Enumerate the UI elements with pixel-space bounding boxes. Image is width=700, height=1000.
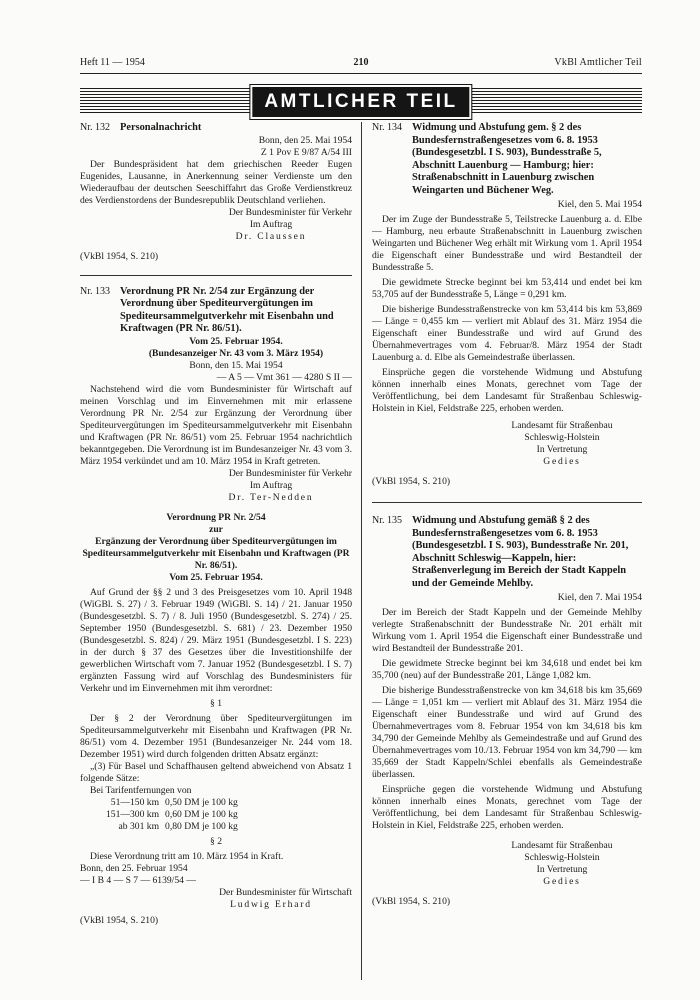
right-column xyxy=(372,122,642,908)
ordinance-subtitle: Ergänzung der Verordnung über Spediteurvergütungen im Spediteursammelgutverkehr mit Eisenbahn und Kraftwagen (PR Nr. 86/51). xyxy=(82,535,350,571)
article-paragraph: Der im Bereich der Stadt Kappeln und der Gemeinde Mehlby verlegte Straßenabschnitt der Bundesstraße Nr. 201 erhält mit Wirkung vom 1. April 1954 die Eigenschaft einer Bundesstraße und wird Bestandteil der Bundesstraße 201. xyxy=(372,607,642,654)
ordinance-signature-office: Der Bundesminister für Wirtschaft xyxy=(219,886,352,898)
article-number: Nr. 135 xyxy=(372,515,402,526)
source-citation: (VkBl 1954, S. 210) xyxy=(372,896,451,907)
table-row xyxy=(106,797,244,809)
article-135 xyxy=(372,515,642,908)
signature-role: In Vertretung xyxy=(536,444,588,455)
place-date: Kiel, den 5. Mai 1954 xyxy=(557,199,642,210)
tarif-rate: 0,80 DM je 100 kg xyxy=(165,820,238,832)
article-paragraph: Die gewidmete Strecke beginnt bei km 53,414 und endet bei km 53,705 auf der Bundesstraße 5, Länge = 0,291 km. xyxy=(372,277,642,300)
left-column xyxy=(80,122,352,927)
paragraph-sign-2: § 2 xyxy=(210,835,222,847)
tarif-range: 51—150 km xyxy=(110,796,160,808)
section-label: VkBl Amtlicher Teil xyxy=(554,57,642,68)
tarif-intro: Bei Tarifentfernungen von xyxy=(90,784,192,796)
article-paragraph: Die gewidmete Strecke beginnt bei km 34,618 und endet bei km 35,700 (neu) auf der Bundesstraße 201, Länge 1,082 km. xyxy=(372,658,642,681)
article-paragraph: Einsprüche gegen die vorstehende Widmung und Abstufung können innerhalb eines Monats, gerechnet vom Tage der Veröffentlichung, bei dem Landesamt für Straßenbau Schleswig-Holstein in Kiel, Feldstraße 225, erhoben werden. xyxy=(372,367,642,414)
running-header xyxy=(80,56,642,70)
signature-office-region: Schleswig-Holstein xyxy=(524,432,600,443)
article-body: Der Bundespräsident hat dem griechischen Reeder Eugen Eugenides, Lausanne, in Anerkennung seiner Verdienste um den Wiederaufbau der deutschen Seeschiffahrt das Große Verdienstkreuz des Verdienstordens der Bundesrepublik Deutschland verliehen. xyxy=(80,158,352,206)
article-paragraph: Die bisherige Bundesstraßenstrecke von km 53,414 bis km 53,869 — Länge = 0,455 km — verliert mit Ablauf des 31. März 1954 die Eigenschaft einer Bundesstraße und wird auf Grund des Übernahmevertrages vom 4. Februar/8. März 1954 der Stadt Lauenburg a. d. Elbe als Gemeindestraße überlassen. xyxy=(372,304,642,363)
signature-name: Dr. Ter-Nedden xyxy=(228,491,314,503)
section-banner xyxy=(80,87,642,113)
signature-role: Im Auftrag xyxy=(249,218,293,230)
article-134 xyxy=(372,122,642,488)
signature-office: Der Bundesminister für Verkehr xyxy=(228,206,352,218)
ordinance-reference: — I B 4 — S 7 — 6139/54 — xyxy=(80,874,196,886)
page-number: 210 xyxy=(353,57,369,68)
tarif-rate: 0,60 DM je 100 kg xyxy=(165,808,238,820)
article-number: Nr. 133 xyxy=(80,285,110,297)
column-divider xyxy=(361,122,362,980)
ordinance-zur: zur xyxy=(209,523,223,535)
article-title: Widmung und Abstufung gem. § 2 des Bundesfernstraßengesetzes vom 6. 8. 1953 (Bundesgesetzbl. I S. 903), Bundesstraße 5, Abschnitt Lauenburg — Hamburg; hier: Straßenabschnitt in Lauenburg zwischen Weingarten und Büchener Weg. xyxy=(412,122,602,196)
banner-label: AMTLICHER TEIL xyxy=(250,85,471,119)
article-paragraph: Die bisherige Bundesstraßenstrecke von km 34,618 bis km 35,669 — Länge = 1,051 km — verliert mit Ablauf des 31. März 1954 die Eigenschaft einer Bundesstraße und wird auf Grund des Übernahmevertrages vom 8. Februar 1954 von km 34,618 bis km 34,790 der Gemeinde Mehlby als Gemeindestraße und auf Grund des Übernahmevertrages vom 10./13. Februar 1954 von km 34,790 — km 35,669 der Stadt Kappeln/Schlei ebenfalls als Gemeindestraße überlassen. xyxy=(372,685,642,780)
signature-name: Dr. Claussen xyxy=(235,230,307,242)
signature-office: Der Bundesminister für Verkehr xyxy=(228,467,352,479)
article-132 xyxy=(80,122,352,263)
article-paragraph: Der im Zuge der Bundesstraße 5, Teilstrecke Lauenburg a. d. Elbe — Hamburg, neu erbaute Straßenabschnitt in Lauenburg zwischen Weingarten und Büchener Weg erhält mit Wirkung vom 1. April 1954 die Eigenschaft einer Bundesstraße und wird Bestandteil der Bundesstraße 5. xyxy=(372,214,642,273)
article-heading xyxy=(372,515,642,590)
paragraph-sign-1: § 1 xyxy=(210,697,222,709)
signature-office: Landesamt für Straßenbau xyxy=(511,840,613,851)
article-133 xyxy=(80,286,352,927)
ordinance-signature-name: Ludwig Erhard xyxy=(230,898,312,910)
article-body: Nachstehend wird die vom Bundesminister für Wirtschaft auf meinen Vorschlag und im Einvernehmen mit mir erlassene Verordnung PR Nr. 2/54 zur Ergänzung der Verordnung über Spediteurvergütungen im Spediteursammelgutverkehr mit Eisenbahn und Kraftwagen (PR Nr. 86/51) vom 25. Februar 1954 nachrichtlich bekanntgegeben. Die Verordnung ist im Bundesanzeiger Nr. 43 vom 3. März 1954 verkündet und am 10. März 1954 in Kraft getreten. xyxy=(80,383,352,467)
article-title: Widmung und Abstufung gemäß § 2 des Bundesfernstraßengesetzes vom 6. 8. 1953 (Bundesgesetzbl. I S. 903), Bundesstraße Nr. 201, Abschnitt Schleswig—Kappeln, hier: Straßenverlegung im Bereich der Stadt Kappeln und der Gemeinde Mehlby. xyxy=(412,515,629,589)
ordinance-place-date: Bonn, den 25. Februar 1954 xyxy=(80,862,188,874)
paragraph-1-quote: „(3) Für Basel und Schaffhausen geltend abweichend von Absatz 1 folgende Sätze: xyxy=(80,760,352,784)
reference-number: Z 1 Pov E 9/87 A/54 III xyxy=(260,146,352,158)
article-heading xyxy=(80,122,352,135)
signature-role: Im Auftrag xyxy=(249,479,293,491)
table-row xyxy=(106,821,244,833)
article-paragraph: Einsprüche gegen die vorstehende Widmung und Abstufung können innerhalb eines Monats, gerechnet vom Tage der Veröffentlichung, bei dem Landesamt für Straßenbau Schleswig-Holstein in Kiel, Feldstraße 225, erhoben werden. xyxy=(372,784,642,831)
place-date: Kiel, den 7. Mai 1954 xyxy=(557,592,642,603)
signature-office: Landesamt für Straßenbau xyxy=(511,420,613,431)
article-number: Nr. 134 xyxy=(372,122,402,133)
source-citation: (VkBl 1954, S. 210) xyxy=(80,250,159,262)
signature-name: Gedies xyxy=(543,456,581,467)
signature-name: Gedies xyxy=(543,876,581,887)
tarif-range: 151—300 km xyxy=(106,808,160,820)
source-citation: (VkBl 1954, S. 210) xyxy=(372,476,451,487)
paragraph-1-text: Der § 2 der Verordnung über Spediteurvergütungen im Spediteursammelgutverkehr mit Eisenbahn und Kraftwagen (PR Nr. 86/51) vom 4. Dezember 1951 (Bundesanzeiger Nr. 244 vom 18. Dezember 1951) wird durch folgenden dritten Absatz ergänzt: xyxy=(80,712,352,760)
place-date: Bonn, den 15. Mai 1954 xyxy=(189,359,283,371)
ordinance-preamble: Auf Grund der §§ 2 und 3 des Preisgesetzes vom 10. April 1948 (WiGBl. S. 27) / 3. Februar 1949 (WiGBl. S. 14) / 21. Januar 1950 (Bundesgesetzbl. S. 7) / 8. Juli 1950 (Bundesgesetzbl. S. 274) / 25. September 1950 (Bundesgesetzbl. S. 681) / 23. Dezember 1950 (Bundesgesetzbl. S. 824) / 29. März 1951 (Bundesgesetzbl. I S. 223) in der durch § 37 des Gesetzes über die Investitionshilfe der gewerblichen Wirtschaft vom 7. Januar 1952 (Bundesgesetzbl. I S. 7) ergänzten Fassung wird auf Vorschlag des Bundesministers für Verkehr und im Einvernehmen mit ihm verordnet: xyxy=(80,586,352,694)
article-heading xyxy=(372,122,642,197)
paragraph-2-text: Diese Verordnung tritt am 10. März 1954 in Kraft. xyxy=(90,850,284,862)
tarif-table xyxy=(106,797,244,833)
source-citation: (VkBl 1954, S. 210) xyxy=(80,914,159,926)
article-separator xyxy=(80,275,352,276)
place-date: Bonn, den 25. Mai 1954 xyxy=(258,134,352,146)
article-separator xyxy=(372,502,642,503)
article-title: Personalnachricht xyxy=(120,122,202,133)
signature-role: In Vertretung xyxy=(536,864,588,875)
ordinance-date: Vom 25. Februar 1954. xyxy=(169,571,263,583)
table-row xyxy=(106,809,244,821)
tarif-rate: 0,50 DM je 100 kg xyxy=(165,796,238,808)
header-rule xyxy=(80,73,642,74)
issue-label: Heft 11 — 1954 xyxy=(80,57,145,68)
article-heading xyxy=(80,286,352,336)
signature-office-region: Schleswig-Holstein xyxy=(524,852,600,863)
reference-number: — A 5 — Vmt 361 — 4280 S II — xyxy=(216,371,352,383)
tarif-range: ab 301 km xyxy=(118,820,160,832)
article-date: Vom 25. Februar 1954. xyxy=(189,335,283,347)
ordinance-title: Verordnung PR Nr. 2/54 xyxy=(166,511,266,523)
article-number: Nr. 132 xyxy=(80,122,110,133)
article-title: Verordnung PR Nr. 2/54 zur Ergänzung der Verordnung über Speditеurvergütungen im Spediteursammelgutverkehr mit Eisenbahn und Kraftwagen (PR Nr. 86/51). xyxy=(120,285,334,334)
gazette-reference: (Bundesanzeiger Nr. 43 vom 3. März 1954) xyxy=(148,347,324,359)
